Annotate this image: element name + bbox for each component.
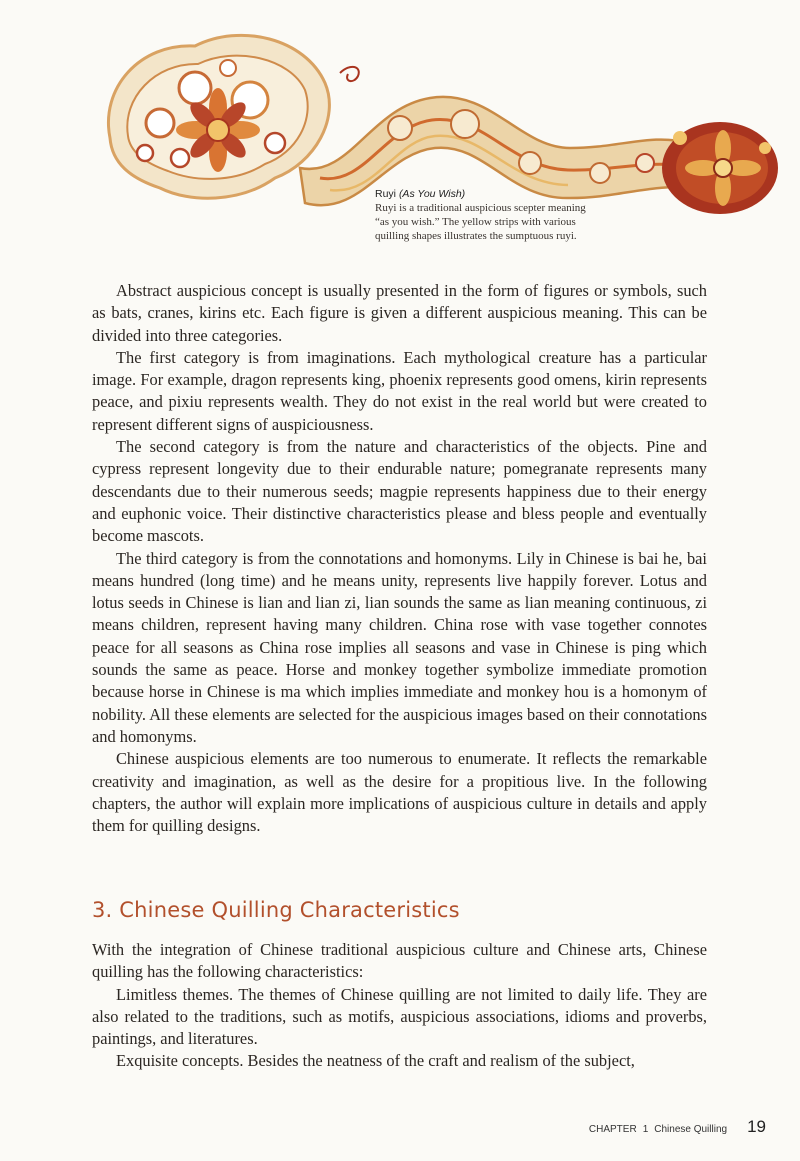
paragraph: The second category is from the nature and characteristics of the objects. Pine and cypress represent longevity due to their endurable nature; pomegranate represents many descendants due to their numerous seeds; magpie represents happiness due to their energy and euphonic voice. Their distinctive characteristics please and bless people and eventually become mascots. xyxy=(92,437,707,546)
section-heading: 3. Chinese Quilling Characteristics xyxy=(92,898,460,922)
section-body-text xyxy=(92,939,707,1073)
paragraph: The first category is from imaginations. Each mythological creature has a particular image. For example, dragon represents king, phoenix represents good omens, kirin represents peace, and pixiu represents wealth. They do not exist in the real world but were created to represent different signs of auspiciousness. xyxy=(92,347,707,434)
paragraph: The third category is from the connotations and homonyms. Lily in Chinese is bai he, bai means hundred (long time) and he means unity, represents live happily forever. Lotus and lotus seeds in Chinese is lian and lian zi, lian sounds the same as lian meaning continuous, zi means children, represent having many children. China rose with vase together connotes peace for all seasons as China rose implies all seasons and vase in Chinese is ping which sounds the same as peace. Horse and monkey together symbolize immediate promotion because horse in Chinese is ma which implies immediate and monkey hou is a homonym of nobility. All these elements are selected for the auspicious images based on their connotations and homonyms. xyxy=(92,548,707,746)
ruyi-head xyxy=(108,35,329,198)
caption-title xyxy=(375,187,645,201)
figure-caption xyxy=(375,187,645,243)
caption-line: Ruyi is a traditional auspicious scepter meaning xyxy=(375,202,586,214)
footer-chapter-number: 1 xyxy=(642,1124,649,1135)
ruyi-handle xyxy=(300,67,700,205)
paragraph: Chinese auspicious elements are too numerous to enumerate. It reflects the remarkable creativity and imagination, as well as the desire for a propitious live. In the following chapters, the author will explain more implications of auspicious culture in details and apply them for quilling designs. xyxy=(92,749,707,836)
caption-body xyxy=(375,201,645,243)
caption-line: “as you wish.” The yellow strips with various xyxy=(375,216,576,228)
paragraph: With the integration of Chinese traditional auspicious culture and Chinese arts, Chinese quilling has the following characteristics: xyxy=(92,940,707,982)
footer-chapter-label: CHAPTER xyxy=(588,1124,637,1135)
paragraph: Exquisite concepts. Besides the neatness of the craft and realism of the subject, xyxy=(116,1051,635,1071)
ruyi-tail-flower xyxy=(662,122,778,214)
paragraph: Limitless themes. The themes of Chinese quilling are not limited to daily life. They are also related to the traditions, such as motifs, auspicious associations, idioms and proverbs, paintings, and literatures. xyxy=(92,984,707,1049)
page-footer xyxy=(589,1117,766,1137)
caption-title-text: Ruyi xyxy=(375,188,397,200)
caption-line: quilling shapes illustrates the sumptuous ruyi. xyxy=(375,230,577,242)
paragraph: Abstract auspicious concept is usually presented in the form of figures or symbols, such as bats, cranes, kirins etc. Each figure is given a different auspicious meaning. This can be divided into three categories. xyxy=(92,281,707,345)
body-text xyxy=(92,280,707,837)
caption-title-italic: (As You Wish) xyxy=(398,188,466,200)
footer-chapter-title: Chinese Quilling xyxy=(654,1124,728,1135)
page-number: 19 xyxy=(747,1117,766,1136)
